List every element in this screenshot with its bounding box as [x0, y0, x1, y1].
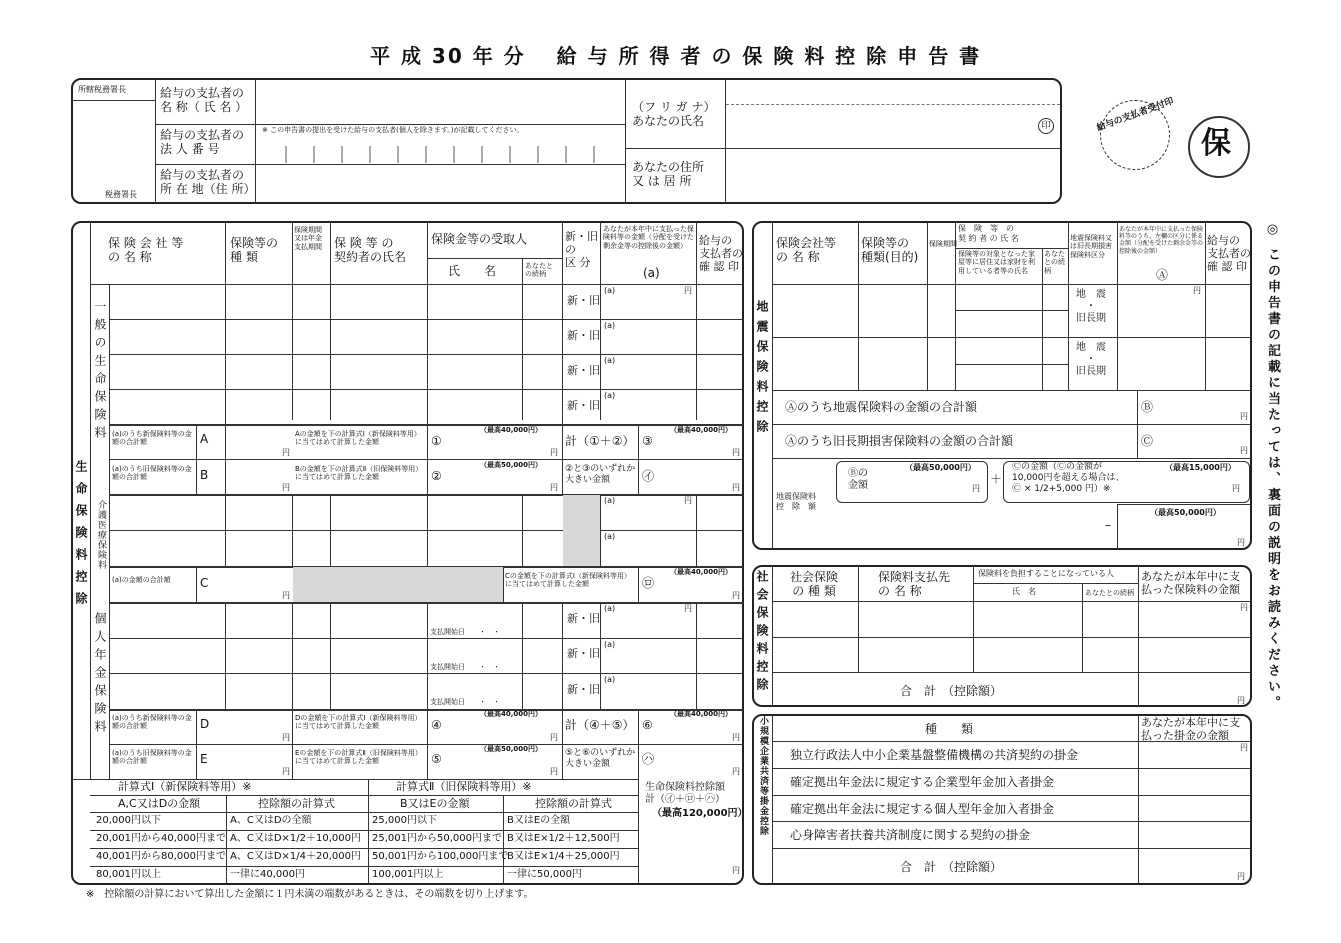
life-h-contractor: 保 険 等 の 契約者の氏名 [334, 236, 407, 265]
total-45-label: 計（④＋⑤） [565, 718, 635, 732]
quake-h-insured: 保険等の対象となった家屋等に居住又は家財を利用している者等の氏名 [958, 250, 1035, 275]
sum-quake-label: Ⓐのうち地震保険料の金額の合計額 [785, 400, 978, 414]
ho-mark: 保 [1201, 126, 1231, 161]
c-yen: 円 [282, 591, 290, 600]
life-h-confirm: 給与の 支払者の 確 認 印 [699, 234, 743, 274]
general-row-3-newold[interactable]: 新・旧 [567, 364, 600, 377]
sum-c-label: (a)の金額の合計額 [112, 576, 171, 584]
c3-mark: ③ [642, 434, 653, 448]
sum-new-d-label: (a)のうち新保険料等の金額の合計額 [112, 714, 192, 731]
formula2-title: 計算式Ⅱ（旧保険料等用）※ [396, 780, 532, 793]
formula-row-2-c4: B又はE×1/2＋12,500円 [507, 833, 620, 844]
social-h-bearer: 保険料を負担することになっている人 [978, 569, 1114, 578]
ro-yen: 円 [732, 591, 740, 600]
pension-row-1-newold[interactable]: 新・旧 [567, 612, 600, 625]
care-row-1-a: (a) [604, 496, 616, 505]
general-row-4-newold[interactable]: 新・旧 [567, 399, 600, 412]
social-side-label: 社会保険料控除 [755, 570, 769, 696]
formula2-col2: 控除額の計算式 [535, 797, 612, 810]
pension-row-1-yen: 円 [684, 604, 692, 613]
life-h-name: 氏 名 [448, 264, 497, 278]
a-yen: 円 [282, 448, 290, 457]
formula-row-3-c2: A、C又はD×1/4＋20,000円 [230, 851, 361, 862]
pension-row-2-newold[interactable]: 新・旧 [567, 647, 600, 660]
calc-c-label: Cの金額を下の計算式Ⅰ（新保険料等用）に当てはめて計算した金額 [505, 572, 631, 589]
mark-c: Ⓒ [1141, 434, 1154, 448]
c5-mark: ⑤ [431, 752, 442, 766]
b-yen: 円 [282, 483, 290, 492]
formula1-col1: A,C又はDの金額 [118, 797, 201, 810]
quake-h-period: 保険期間 [929, 240, 957, 248]
care-label: 介護医療保険料 [96, 500, 106, 570]
quake-row-1-yen: 円 [1193, 286, 1201, 295]
formula-row-1-c1: 20,000円以下 [96, 815, 161, 826]
small-total-yen: 円 [1237, 872, 1245, 881]
life-h-newold: 新・旧 の 区 分 [565, 230, 598, 270]
c5-yen: 円 [550, 767, 558, 776]
b-amount-yen: 円 [972, 484, 980, 493]
quake-total-yen: 円 [1237, 538, 1245, 547]
c6-mark: ⑥ [642, 718, 653, 732]
total-dash: – [1105, 518, 1111, 532]
pension-row-3-start: 支払開始日 ・ ・ [430, 698, 500, 706]
life-h-kind: 保険等の 種 類 [230, 236, 279, 265]
life-h-recipient: 保険金等の受取人 [431, 232, 528, 246]
letter-e: E [200, 752, 208, 766]
life-h-amount: あなたが本年中に支払った保険料等の金額（分配を受けた剰余金等の控除後の金額） [603, 225, 694, 250]
small-item-4: 心身障害者扶養共済制度に関する契約の掛金 [790, 828, 1031, 842]
general-row-3-a: (a) [604, 356, 616, 365]
small-total-label: 合 計 （控除額） [900, 860, 1003, 874]
letter-d: D [200, 717, 210, 731]
social-h-kind: 社会保険 の 種 類 [790, 570, 839, 599]
quake-h-type: 地震保険料又は旧長期損害保険料区分 [1070, 234, 1112, 259]
pension-row-1-start: 支払開始日 ・ ・ [430, 628, 500, 636]
b-amount-max: （最高50,000円） [905, 463, 976, 472]
pension-row-2-start: 支払開始日 ・ ・ [430, 663, 500, 671]
general-row-4-a: (a) [604, 391, 616, 400]
footnote: ※ 控除額の計算において算出した金額に１円未満の端数があるときは、その端数を切り上げます。 [86, 889, 534, 900]
small-side-label: 小規模企業共済等掛金控除 [758, 716, 768, 836]
your-address-label: あなたの住所 又 は 居 所 [632, 160, 705, 189]
general-row-1-yen: 円 [684, 286, 692, 295]
side-note: ◎ この申告書の記載に当たっては、裏面の説明をお読みください。 [1265, 222, 1280, 712]
social-total-label: 合 計 （控除額） [900, 684, 1003, 698]
c-amount-label: Ⓒの金額（Ⓒの金額が 10,000円を超える場合は、 Ⓒ × 1/2+5,000 円）※ [1012, 462, 1125, 494]
c3-yen: 円 [732, 448, 740, 457]
general-row-2-newold[interactable]: 新・旧 [567, 329, 600, 342]
general-row-1-a: (a) [604, 286, 616, 295]
your-address-field[interactable] [726, 149, 1060, 202]
payer-number-note: ※ この申告書の提出を受けた給与の支払者(個人を除きます。)が記載してください。 [262, 126, 524, 134]
care-newold-gray [563, 495, 600, 566]
pension-label: 個人年金保険料 [93, 612, 107, 738]
i-mark: ㋑ [642, 469, 655, 483]
quake-h-relation: あなたとの続柄 [1044, 250, 1065, 275]
small-item-2: 確定拠出年金法に規定する企業型年金加入者掛金 [790, 775, 1055, 789]
formula2-col1: B又はEの金額 [400, 797, 470, 810]
formula-row-1-c3: 25,000円以下 [372, 815, 437, 826]
pension-row-3-newold[interactable]: 新・旧 [567, 683, 600, 696]
quake-h-amount: あなたが本年中に支払った保険料等のうち、左欄の区分に係る金額（分配を受けた剰余金等の控除後の金額） [1119, 226, 1204, 255]
bigger-56-label: ⑤と⑥のいずれか大きい金額 [565, 748, 636, 769]
c4-mark: ④ [431, 718, 442, 732]
pension-row-1-a: (a) [604, 604, 616, 613]
payer-name-label: 給与の支払者の 名 称（ 氏 名 ） [160, 86, 248, 115]
e-yen: 円 [282, 767, 290, 776]
small-h-amount: あなたが本年中に支 払った掛金の金額 [1141, 716, 1240, 743]
quake-total-max: （最高50,000円） [1150, 508, 1221, 517]
formula-row-1-c4: B又はEの全額 [507, 815, 571, 826]
small-h-kind: 種 類 [925, 722, 974, 736]
formula-row-2-c3: 25,001円から50,000円まで [372, 833, 502, 844]
total-12-label: 計（①＋②） [565, 434, 635, 448]
pension-row-2-a: (a) [604, 640, 616, 649]
general-label: 一般の生命保険料 [93, 300, 107, 444]
quake-h-contractor: 保 険 等 の 契 約 者 の 氏 名 [958, 224, 1019, 243]
quake-h-confirm: 給与の 支払者の 確 認 印 [1207, 234, 1251, 274]
quake-h-company: 保険会社等 の 名 称 [776, 236, 837, 265]
c6-max: （最高40,000円） [670, 710, 733, 718]
life-h-company: 保 険 会 社 等 の 名 称 [108, 236, 184, 265]
c2-mark: ② [431, 469, 442, 483]
d-yen: 円 [282, 733, 290, 742]
small-item-3: 確定拠出年金法に規定する個人型年金加入者掛金 [790, 802, 1055, 816]
calc-e-label: Eの金額を下の計算式Ⅱ（旧保険料等用）に当てはめて計算した金額 [295, 749, 422, 766]
c1-max: （最高40,000円） [480, 426, 543, 434]
formula-row-3-c4: B又はE×1/4＋25,000円 [507, 851, 620, 862]
formula1-col2: 控除額の計算式 [258, 797, 335, 810]
mark-c-yen: 円 [1240, 446, 1248, 455]
formula-row-2-c2: A、C又はD×1/2＋10,000円 [230, 833, 361, 844]
social-h-payee: 保険料支払先 の 名 称 [878, 570, 951, 599]
payer-number-field[interactable] [256, 138, 624, 163]
c1-yen: 円 [550, 448, 558, 457]
sum-old-label: Ⓐのうち旧長期損害保険料の金額の合計額 [785, 434, 1014, 448]
mark-b: Ⓑ [1141, 400, 1154, 414]
formula-row-3-c1: 40,001円から80,000円まで [96, 851, 226, 862]
payer-address-label: 給与の支払者の 所 在 地（住 所） [160, 168, 256, 197]
mark-b-yen: 円 [1240, 412, 1248, 421]
c5-max: （最高50,000円） [480, 745, 543, 753]
formula-row-1-c2: A、C又はDの全額 [230, 815, 312, 826]
formula-row-4-c4: 一律に50,000円 [507, 869, 582, 880]
payer-number-label: 給与の支払者の 法 人 番 号 [160, 128, 245, 157]
payer-address-field[interactable] [256, 165, 624, 202]
social-row-1-yen: 円 [1240, 603, 1248, 612]
small-item-1: 独立行政法人中小企業基盤整備機構の共済契約の掛金 [790, 748, 1079, 762]
quake-deduction-label: 地震保険料 控 除 額 [776, 492, 816, 511]
c4-max: （最高40,000円） [480, 710, 543, 718]
care-row-1-yen: 円 [684, 496, 692, 505]
c-amount-yen: 円 [1232, 484, 1240, 493]
b-amount-label: Ⓑの 金額 [848, 468, 868, 491]
social-h-amount: あなたが本年中に支 払った保険料の金額 [1141, 570, 1240, 597]
ro-mark: ㋺ [642, 576, 655, 590]
tax-office-label: 税務署長 [105, 190, 137, 199]
plus-sign: ＋ [990, 472, 1003, 486]
formula-row-3-c3: 50,001円から100,000円まで [372, 851, 509, 862]
c1-mark: ① [431, 434, 442, 448]
calc-d-label: Dの金額を下の計算式Ⅰ（新保険料等用）に当てはめて計算した金額 [295, 714, 422, 731]
quake-row-2-type[interactable]: 地 震 ・ 旧長期 [1076, 342, 1106, 377]
tax-office-head-label: 所轄税務署長 [78, 85, 126, 94]
life-side-label: 生命保険料控除 [74, 460, 88, 614]
social-total-yen: 円 [1237, 696, 1245, 705]
seal-mark: 印 [1038, 118, 1054, 134]
formula-row-4-c1: 80,001円以上 [96, 869, 161, 880]
calc2-b-label: Bの金額を下の計算式Ⅱ（旧保険料等用）に当てはめて計算した金額 [295, 465, 423, 482]
life-deduction-max: （最高120,000円） [652, 808, 748, 819]
life-deduction-yen: 円 [732, 866, 740, 875]
c6-yen: 円 [732, 733, 740, 742]
quake-h-kind: 保険等の 種類(目的) [861, 236, 919, 265]
payer-name-field[interactable] [256, 80, 624, 123]
c-amount-max: （最高15,000円） [1165, 463, 1236, 472]
quake-h-amount-mark: Ⓐ [1156, 268, 1169, 282]
ha-yen: 円 [732, 767, 740, 776]
c4-yen: 円 [550, 733, 558, 742]
life-h-amount-a: (a) [643, 266, 660, 280]
page-title: 平 成 30 年 分 給 与 所 得 者 の 保 険 料 控 除 申 告 書 [370, 44, 982, 68]
life-deduction-total-label: 生命保険料控除額 計（㋑＋㋺＋㋩） [645, 782, 725, 805]
social-h-relation: あなたとの続柄 [1085, 589, 1134, 597]
general-row-1-newold[interactable]: 新・旧 [567, 294, 600, 307]
letter-c: C [200, 576, 209, 590]
bigger-23-label: ②と③のいずれか大きい金額 [565, 464, 636, 485]
sum-new-a-label: (a)のうち新保険料等の金額の合計額 [112, 430, 192, 447]
c2-max: （最高50,000円） [480, 461, 543, 469]
ha-mark: ㋩ [642, 752, 655, 766]
your-name-field[interactable] [726, 80, 1060, 147]
quake-side-label: 地震保険料控除 [755, 300, 769, 440]
formula-row-4-c2: 一律に40,000円 [230, 869, 305, 880]
calc1-a-label: Aの金額を下の計算式Ⅰ（新保険料等用）に当てはめて計算した金額 [295, 430, 421, 447]
formula-row-2-c1: 20,001円から40,000円まで [96, 833, 226, 844]
small-item-1-yen: 円 [1240, 743, 1248, 752]
c3-max: （最高40,000円） [670, 426, 733, 434]
sum-old-e-label: (a)のうち旧保険料等の金額の合計額 [112, 749, 192, 766]
your-name-label: （フ リ ガ ナ） あなたの氏名 [632, 100, 716, 129]
care-calc-gray [293, 567, 503, 602]
letter-a: A [200, 432, 209, 446]
life-h-relation: あなたとの続柄 [525, 262, 553, 279]
formula-row-4-c3: 100,001円以上 [372, 869, 444, 880]
pension-row-3-a: (a) [604, 675, 616, 684]
i-yen: 円 [732, 483, 740, 492]
life-h-period: 保険期間又は年金支払期間 [294, 226, 322, 251]
care-row-2-a: (a) [604, 532, 616, 541]
letter-b: B [200, 468, 209, 482]
social-h-name: 氏 名 [1012, 587, 1036, 596]
quake-row-1-type[interactable]: 地 震 ・ 旧長期 [1076, 289, 1106, 324]
receipt-stamp-label: 給与の支払者受付印 [1095, 96, 1176, 134]
ro-max: （最高40,000円） [670, 568, 733, 576]
sum-old-b-label: (a)のうち旧保険料等の金額の合計額 [112, 465, 192, 482]
c2-yen: 円 [550, 483, 558, 492]
formula1-title: 計算式Ⅰ（新保険料等用）※ [118, 780, 252, 793]
general-row-2-a: (a) [604, 321, 616, 330]
